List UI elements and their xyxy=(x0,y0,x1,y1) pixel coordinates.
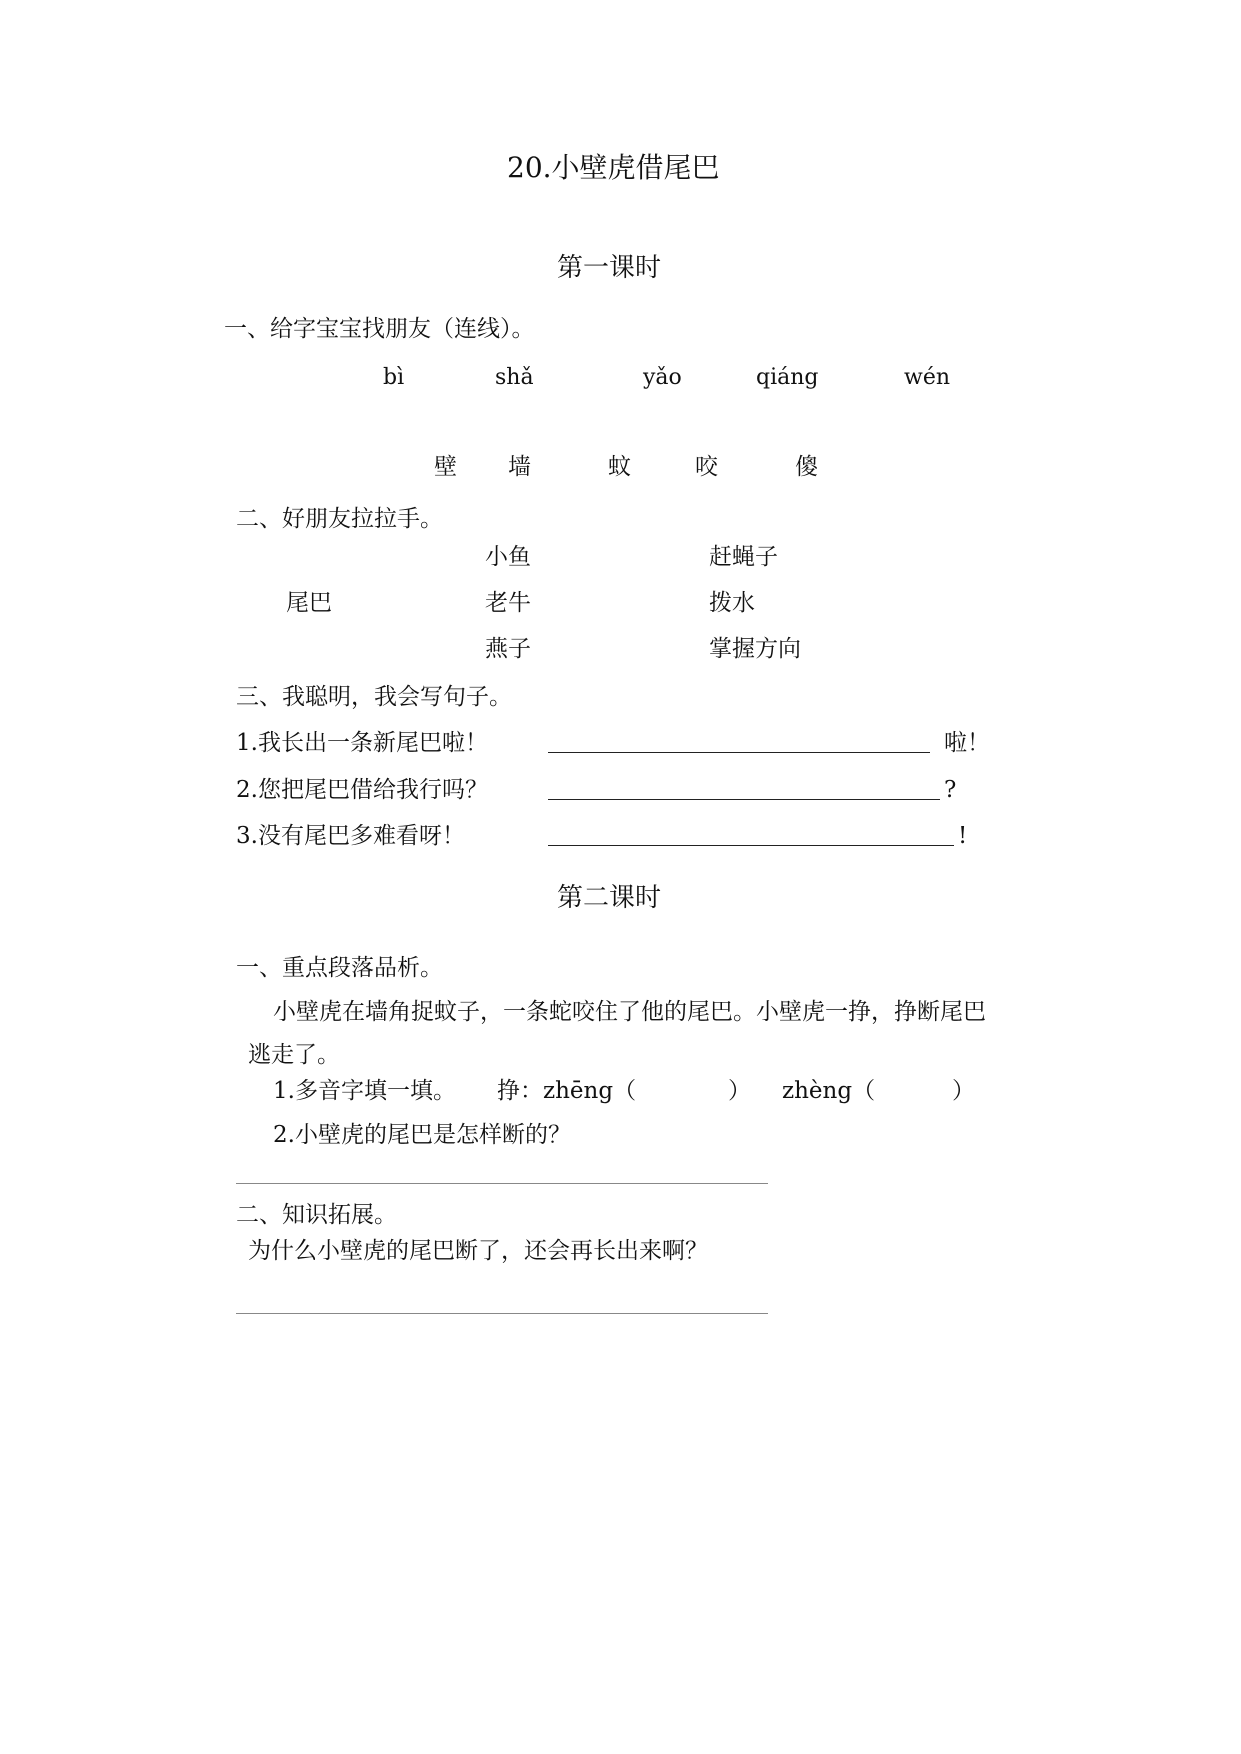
l2-q1-label: 一、重点段落品析。 xyxy=(236,955,443,981)
sentence-3-blank[interactable] xyxy=(548,845,954,846)
sentence-2-blank[interactable] xyxy=(548,799,940,800)
q2-left-item: 尾巴 xyxy=(286,590,332,616)
q2-animal-1: 小鱼 xyxy=(485,544,531,570)
pinyin-1: bì xyxy=(383,365,405,390)
pinyin-2: shǎ xyxy=(495,365,534,390)
sentence-1-end: 啦！ xyxy=(944,730,990,756)
sentence-2: 2.您把尾巴借给我行吗？ xyxy=(236,777,488,803)
q2-animal-2: 老牛 xyxy=(485,590,531,616)
paragraph-line-2: 逃走了。 xyxy=(248,1042,340,1068)
pinyin-3: yǎo xyxy=(643,365,682,390)
q1-label: 一、给字宝宝找朋友（连线）。 xyxy=(224,316,535,342)
sub-question-2: 2.小壁虎的尾巴是怎样断的？ xyxy=(273,1122,571,1148)
q2-use-1: 赶蝇子 xyxy=(709,544,778,570)
answer-line-1[interactable] xyxy=(236,1183,768,1184)
sentence-1-blank[interactable] xyxy=(548,752,930,753)
polyphone-2-close: ） xyxy=(952,1078,975,1104)
sub-question-1: 1.多音字填一填。 xyxy=(273,1078,456,1104)
lesson-1-heading: 第一课时 xyxy=(557,253,662,283)
sentence-1: 1.我长出一条新尾巴啦！ xyxy=(236,730,488,756)
paragraph-line-1: 小壁虎在墙角捉蚊子，一条蛇咬住了他的尾巴。小壁虎一挣，挣断尾巴 xyxy=(273,999,986,1025)
char-3: 蚊 xyxy=(608,454,631,480)
q3-label: 三、我聪明，我会写句子。 xyxy=(236,684,512,710)
polyphone-2: zhèng（ xyxy=(782,1078,876,1104)
sentence-3-end: ! xyxy=(958,823,968,849)
lesson-2-heading: 第二课时 xyxy=(557,883,662,913)
q2-use-2: 拨水 xyxy=(709,590,755,616)
pinyin-5: wén xyxy=(904,365,951,390)
l2-q2-label: 二、知识拓展。 xyxy=(236,1202,397,1228)
polyphone-1-close: ） xyxy=(728,1078,751,1104)
sentence-3: 3.没有尾巴多难看呀！ xyxy=(236,823,465,849)
page-title: 20.小壁虎借尾巴 xyxy=(507,151,720,184)
char-5: 傻 xyxy=(795,454,818,480)
pinyin-4: qiáng xyxy=(756,365,819,390)
sentence-2-end: ? xyxy=(944,777,957,803)
char-4: 咬 xyxy=(695,454,718,480)
q2-label: 二、好朋友拉拉手。 xyxy=(236,506,443,532)
char-1: 壁 xyxy=(434,454,457,480)
polyphone-1: 挣：zhēng（ xyxy=(497,1078,637,1104)
answer-line-2[interactable] xyxy=(236,1313,768,1314)
q2-use-3: 掌握方向 xyxy=(709,636,801,662)
char-2: 墙 xyxy=(508,454,531,480)
extension-question: 为什么小壁虎的尾巴断了，还会再长出来啊？ xyxy=(248,1238,708,1264)
q2-animal-3: 燕子 xyxy=(485,636,531,662)
